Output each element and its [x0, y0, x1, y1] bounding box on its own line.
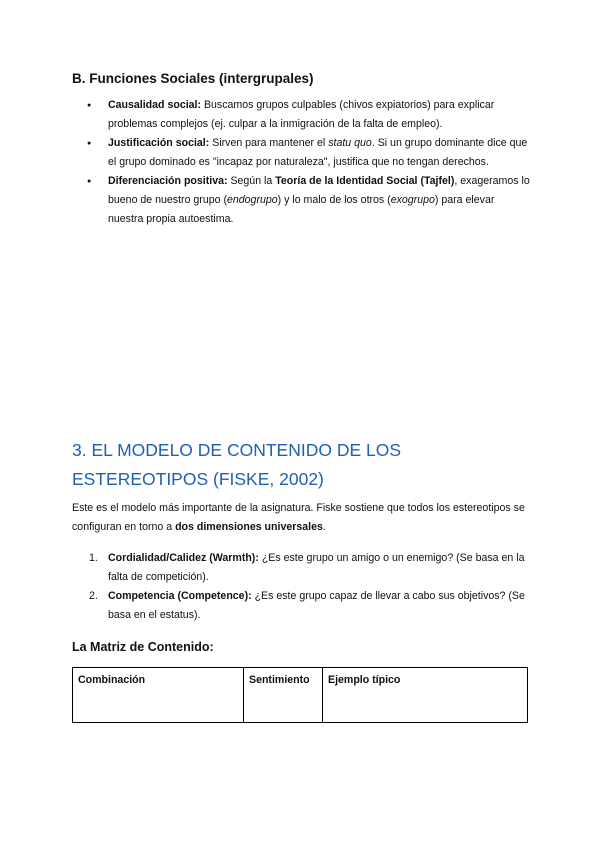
content-matrix-table [72, 667, 528, 723]
item-term: Competencia (Competence): [108, 590, 252, 602]
list-item [72, 549, 532, 587]
item-text: ¿Es este grupo capaz de llevar a cabo sus objetivos? (Se basa en el estatus). [108, 590, 525, 621]
table-header-row [73, 668, 528, 723]
list-item [72, 134, 532, 172]
column-header-sentimiento: Sentimiento [244, 668, 323, 723]
item-italic: statu quo [328, 137, 372, 149]
item-bold: Teoría de la Identidad Social (Tajfel) [275, 175, 455, 187]
item-text: , exageramos lo bueno de nuestro grupo ( [108, 175, 530, 206]
intro-text: . [322, 521, 326, 533]
item-number: 2. [89, 590, 98, 602]
matrix-heading: La Matriz de Contenido: [72, 640, 214, 654]
list-item [72, 587, 532, 625]
item-text: ¿Es este grupo un amigo o un enemigo? (Se basa en la falta de competición). [108, 552, 525, 583]
item-term: Cordialidad/Calidez (Warmth): [108, 552, 259, 564]
intro-bold: dos dimensiones universales [175, 521, 323, 533]
list-item [72, 96, 532, 134]
item-term: Justificación social: [108, 137, 210, 149]
item-text: . Si un grupo dominante dice que el grupo dominado es "incapaz por naturaleza", justifica que no tengan derechos. [108, 137, 528, 168]
column-header-ejemplo: Ejemplo típico [323, 668, 528, 723]
section-3-intro [72, 499, 532, 537]
item-number: 1. [89, 552, 98, 564]
item-italic: endogrupo [226, 194, 278, 206]
item-term: Causalidad social: [108, 99, 202, 111]
item-text: Buscamos grupos culpables (chivos expiatorios) para explicar problemas complejos (ej. culpar a la inmigración de la falta de empleo). [108, 99, 495, 130]
item-italic: exogrupo [390, 194, 435, 206]
item-text: Sirven para mantener el [209, 137, 329, 149]
list-item [72, 172, 532, 229]
item-text: ) para elevar nuestra propia autoestima. [108, 194, 495, 225]
item-term: Diferenciación positiva: [108, 175, 228, 187]
dimensions-list [72, 549, 532, 625]
section-3-heading: 3. EL MODELO DE CONTENIDO DE LOS ESTEREOTIPOS (FISKE, 2002) [72, 440, 402, 489]
section-b-heading: B. Funciones Sociales (intergrupales) [72, 71, 314, 86]
column-header-combinacion: Combinación [73, 668, 244, 723]
intro-text: Este es el modelo más importante de la asignatura. Fiske sostiene que todos los estereotipos se configuran en torno a [72, 502, 525, 533]
item-text: ) y lo malo de los otros ( [277, 194, 391, 206]
social-functions-list [72, 96, 532, 229]
item-text: Según la [227, 175, 276, 187]
